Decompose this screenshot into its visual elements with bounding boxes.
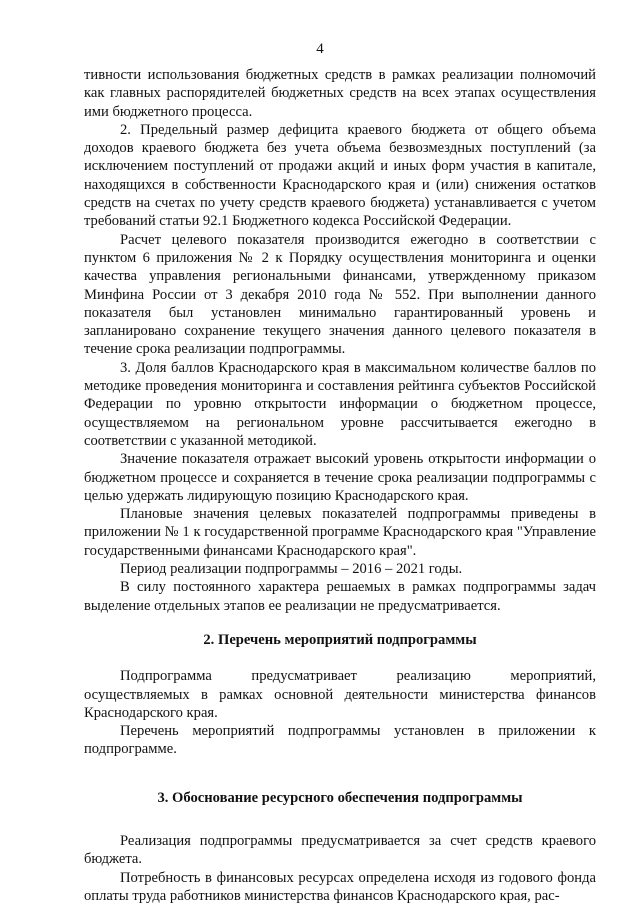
paragraph-funding: Реализация подпрограммы предусматривается за счет средств краевого бюджета. (84, 832, 596, 868)
section-heading-measures: 2. Перечень мероприятий подпрограммы (203, 631, 477, 648)
paragraph-planned-values: Плановые значения целевых показателей подпрограммы приведены в приложении № 1 к государственной программе Краснодарского края "Управление государственными финансами Краснодарского края". (84, 506, 596, 559)
paragraph-measures: Подпрограмма предусматривает реализацию мероприятий, осуществляемых в рамках основной деятельности министерства финансов Краснодарского края. (84, 668, 596, 721)
paragraph-deficit-limit: 2. Предельный размер дефицита краевого бюджета от общего объема доходов краевого бюджета без учета объема безвозмездных поступлений (за исключением поступлений от продажи акций и иных форм участия в капитале, находящихся в собственности Краснодарского края и (или) снижения остатков средств на счетах по учету средств краевого бюджета) устанавливается с учетом требований статьи 92.1 Бюджетного кодекса Российской Федерации. (84, 121, 596, 230)
paragraph-indicator-value: Значение показателя отражает высокий уровень открытости информации о бюджетном процессе и сохраняется в течение срока реализации подпрограммы с целью удержать лидирующую позицию Краснодарского края. (84, 451, 596, 504)
section-heading-resources: 3. Обоснование ресурсного обеспечения подпрограммы (157, 789, 523, 806)
paragraph-indicator-calculation: Расчет целевого показателя производится ежегодно в соответствии с пунктом 6 приложения № 2 к Порядку осуществления мониторинга и оценки качества управления региональными финансами, утвержденному приказом Минфина России от 3 декабря 2010 года № 552. При выполнении данного показателя был установлен минимально гарантированный уровень и запланировано сохранение текущего значения данного целевого показателя в течение срока реализации подпрограммы. (84, 231, 596, 358)
paragraph-measures-list: Перечень мероприятий подпрограммы установлен в приложении к подпрограмме. (84, 723, 596, 758)
paragraph-financial-needs: Потребность в финансовых ресурсах определена исходя из годового фонда оплаты труда работников министерства финансов Краснодарского края, рас- (84, 869, 596, 904)
document-body (84, 66, 596, 905)
page-number: 4 (316, 41, 324, 57)
paragraph-period: Период реализации подпрограммы – 2016 – 2021 годы. (120, 561, 463, 578)
paragraph-openness-score: 3. Доля баллов Краснодарского края в максимальном количестве баллов по методике проведения мониторинга и составления рейтинга субъектов Российской Федерации по уровню открытости информации о бюджетном процессе, осуществляемом на региональном уровне рассчитывается ежегодно в соответствии с указанной методикой. (84, 359, 596, 449)
paragraph-continuation: тивности использования бюджетных средств в рамках реализации полномочий как главных распорядителей бюджетных средств на всех этапах осуществления ими бюджетного процесса. (84, 67, 596, 120)
paragraph-stages: В силу постоянного характера решаемых в рамках подпрограммы задач выделение отдельных этапов ее реализации не предусматривается. (84, 579, 596, 614)
